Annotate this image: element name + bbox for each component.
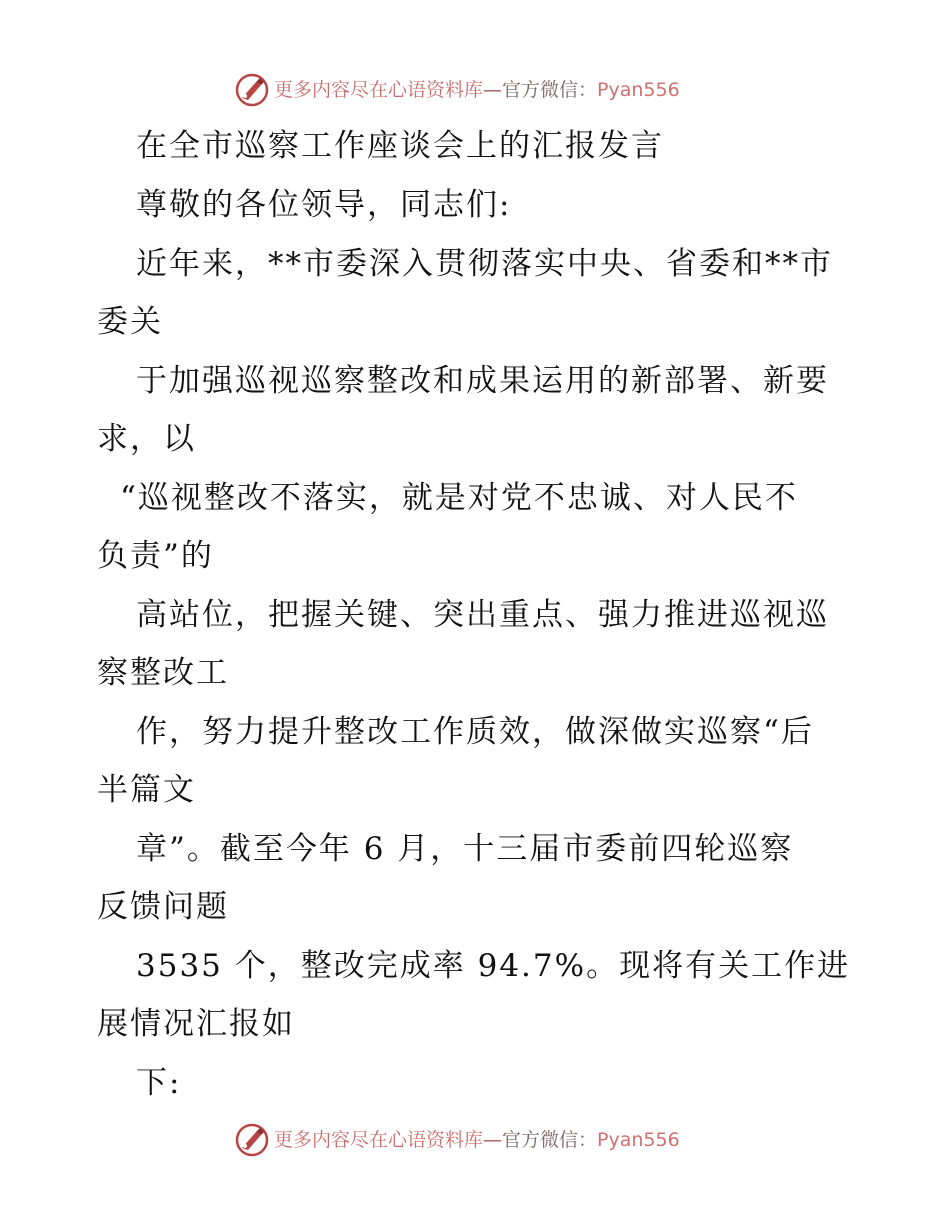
watermark-dash: — bbox=[483, 1129, 503, 1151]
watermark-account-id: Pyan556 bbox=[597, 79, 680, 101]
paragraph-line: 作，努力提升整改工作质效，做深做实巡察“后 bbox=[136, 714, 814, 750]
paragraph-line: 近年来，**市委深入贯彻落实中央、省委和**市 bbox=[136, 246, 833, 282]
watermark-text bbox=[274, 1126, 680, 1154]
paragraph-line: 反馈问题 bbox=[97, 889, 229, 925]
watermark-account-id: Pyan556 bbox=[597, 1129, 680, 1151]
paragraph-line: 3535 个，整改完成率 94.7%。现将有关工作进 bbox=[136, 948, 851, 984]
watermark-main: 更多内容尽在心语资料库 bbox=[274, 1129, 484, 1151]
paragraph-line: 于加强巡视巡察整改和成果运用的新部署、新要 bbox=[136, 363, 829, 399]
watermark-dash: — bbox=[483, 79, 503, 101]
paragraph-line: 委关 bbox=[97, 304, 163, 340]
watermark-main: 更多内容尽在心语资料库 bbox=[274, 79, 484, 101]
paragraph-line: “巡视整改不落实，就是对党不忠诚、对人民不 bbox=[120, 480, 798, 516]
watermark-account-label: 官方微信： bbox=[502, 1129, 598, 1151]
paragraph-line: 察整改工 bbox=[97, 655, 229, 691]
watermark-footer bbox=[0, 1120, 950, 1160]
paragraph-line: 章”。截至今年 6 月，十三届市委前四轮巡察 bbox=[136, 831, 794, 867]
paragraph-line: 展情况汇报如 bbox=[97, 1006, 295, 1042]
watermark-account-label: 官方微信： bbox=[502, 79, 598, 101]
paragraph-line: 求，以 bbox=[97, 421, 196, 457]
document-title: 在全市巡察工作座谈会上的汇报发言 bbox=[136, 128, 664, 164]
pen-logo-icon bbox=[234, 1122, 270, 1158]
salutation: 尊敬的各位领导，同志们: bbox=[136, 187, 512, 223]
paragraph-line: 高站位，把握关键、突出重点、强力推进巡视巡 bbox=[136, 597, 829, 633]
paragraph-line: 半篇文 bbox=[97, 772, 196, 808]
paragraph-line: 负责”的 bbox=[97, 538, 214, 574]
paragraph-line: 下: bbox=[136, 1065, 182, 1101]
